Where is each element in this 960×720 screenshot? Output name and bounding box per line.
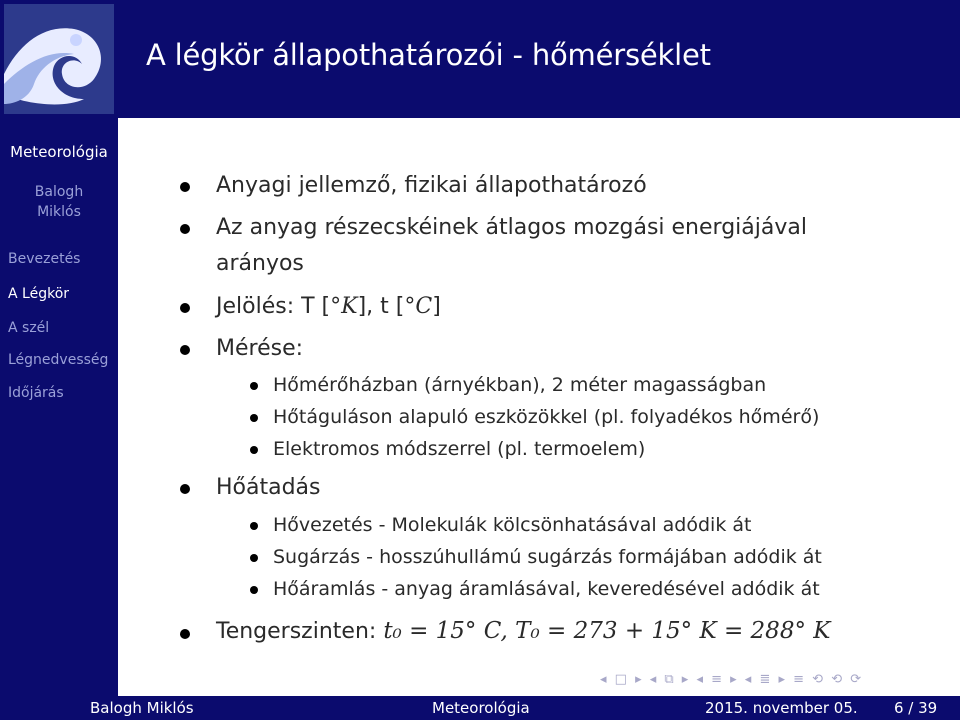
- sub-bullet-hovezetes: Hővezetés - Molekulák kölcsönhatásával adódik át: [273, 514, 752, 536]
- bullet-jeloles: [216, 294, 441, 319]
- sub-bullet-sugarzas: Sugárzás - hosszúhullámú sugárzás formájában adódik át: [273, 546, 822, 568]
- sub-bullet-hoaramlas: Hőáramlás - anyag áramlásával, keveredésével adódik át: [273, 578, 820, 600]
- sub-bullet-icon: [250, 414, 258, 422]
- bullet-icon: [180, 345, 190, 355]
- sub-bullet-icon: [250, 446, 258, 454]
- tengerszinten-label: Tengerszinten:: [216, 619, 384, 644]
- sub-bullet-icon: [250, 382, 258, 390]
- sub-bullet-icon: [250, 586, 258, 594]
- sidebar-author-first[interactable]: Balogh: [34, 184, 84, 200]
- bullet-merese: Mérése:: [216, 336, 304, 361]
- temperature-formula: t₀ = 15° C, T₀ = 273 + 15° K = 288° K: [383, 618, 831, 644]
- celsius-symbol: C: [415, 294, 433, 319]
- sub-bullet-icon: [250, 554, 258, 562]
- beamer-navigation-icons[interactable]: ◂ □ ▸ ◂ ⧉ ▸ ◂ ≡ ▸ ◂ ≣ ▸ ≡ ⟲ ⟲ ⟳: [600, 672, 864, 687]
- footer-course: Meteorológia: [432, 699, 530, 717]
- sidebar: [0, 0, 118, 696]
- bullet-icon: [180, 629, 190, 639]
- sidebar-author-second[interactable]: Miklós: [37, 204, 81, 220]
- sub-bullet-icon: [250, 522, 258, 530]
- slide-header: [118, 0, 960, 118]
- bullet-icon: [180, 303, 190, 313]
- bullet-icon: [180, 484, 190, 494]
- jeloles-prefix: Jelölés: T [: [216, 294, 331, 319]
- bullet-hoatadas: Hőátadás: [216, 475, 321, 500]
- sidebar-course-title[interactable]: Meteorológia: [10, 143, 108, 161]
- sub-bullet-homerohaz: Hőmérőházban (árnyékban), 2 méter magasságban: [273, 374, 767, 396]
- logo-wave-icon: [4, 4, 114, 114]
- degree-symbol: °: [404, 294, 416, 319]
- sidebar-item-a-legkor[interactable]: A Légkör: [8, 286, 70, 302]
- bullet-energia-line2: arányos: [216, 251, 304, 276]
- jeloles-mid: ], t [: [357, 294, 405, 319]
- footer-page-number: 6 / 39: [894, 699, 938, 717]
- bullet-energia-line1: Az anyag részecskéinek átlagos mozgási energiájával: [216, 215, 807, 240]
- slide-title: A légkör állapothatározói - hőmérséklet: [146, 38, 711, 72]
- footer-author: Balogh Miklós: [90, 699, 194, 717]
- bullet-icon: [180, 224, 190, 234]
- sub-bullet-hotagulas: Hőtáguláson alapuló eszközökkel (pl. folyadékos hőmérő): [273, 406, 820, 428]
- footer-date: 2015. november 05.: [705, 699, 858, 717]
- sub-bullet-elektromos: Elektromos módszerrel (pl. termoelem): [273, 438, 646, 460]
- footer: [0, 696, 960, 720]
- sidebar-item-bevezetes[interactable]: Bevezetés: [8, 251, 81, 267]
- degree-symbol: °: [330, 294, 342, 319]
- sidebar-item-a-szel[interactable]: A szél: [8, 320, 50, 336]
- bullet-icon: [180, 182, 190, 192]
- slide-content: [118, 118, 960, 696]
- kelvin-symbol: K: [341, 294, 358, 319]
- bullet-tengerszinten: [216, 618, 830, 644]
- sidebar-item-legnedvesseg[interactable]: Légnedvesség: [8, 352, 109, 368]
- sidebar-item-idojaras[interactable]: Időjárás: [8, 385, 64, 401]
- jeloles-end: ]: [432, 294, 441, 319]
- bullet-anyagi-jellemzo: Anyagi jellemző, fizikai állapothatározó: [216, 173, 647, 198]
